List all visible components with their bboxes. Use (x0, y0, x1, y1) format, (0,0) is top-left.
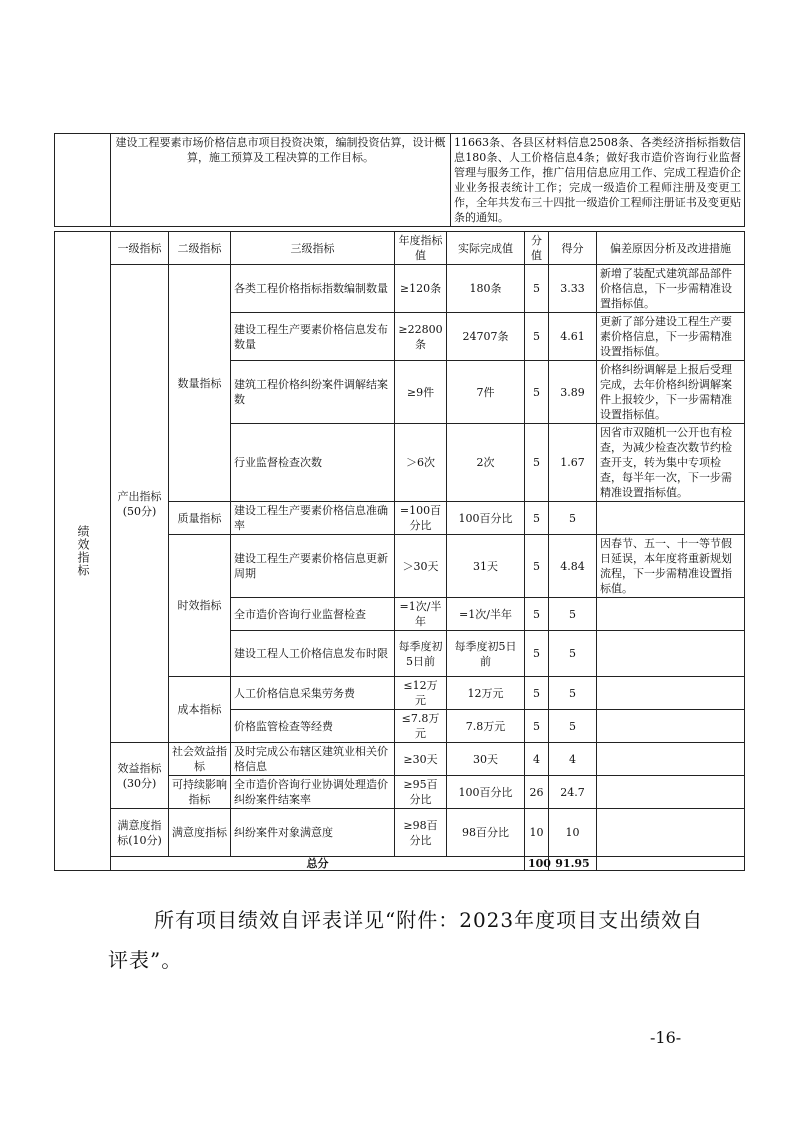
header-level3: 三级指标 (231, 232, 395, 265)
score-value: 5 (525, 361, 549, 424)
score-value: 10 (525, 809, 549, 857)
indicator-name: 建设工程人工价格信息发布时限 (231, 631, 395, 677)
analysis (597, 677, 745, 710)
annual-value: ≥98百分比 (395, 809, 447, 857)
score: 4.61 (549, 313, 597, 361)
analysis (597, 631, 745, 677)
indicator-name: 纠纷案件对象满意度 (231, 809, 395, 857)
score: 4 (549, 743, 597, 776)
score-value: 5 (525, 502, 549, 535)
group-satisfaction-sub: 满意度指标 (169, 809, 231, 857)
section-label-cell (55, 232, 111, 871)
analysis: 更新了部分建设工程生产要素价格信息，下一步需精准设置指标值。 (597, 313, 745, 361)
actual-value: 7.8万元 (447, 710, 525, 743)
indicator-name: 建筑工程价格纠纷案件调解结案数 (231, 361, 395, 424)
annual-value: ≥30天 (395, 743, 447, 776)
annual-value: 每季度初5日前 (395, 631, 447, 677)
annual-value: ≥95百分比 (395, 776, 447, 809)
score: 3.89 (549, 361, 597, 424)
group-benefit: 效益指标(30分) (111, 743, 169, 809)
body-paragraph (108, 900, 718, 980)
header-annual: 年度指标值 (395, 232, 447, 265)
table-header-row (55, 232, 745, 265)
actual-value: 12万元 (447, 677, 525, 710)
indicator-name: 建设工程生产要素价格信息准确率 (231, 502, 395, 535)
header-score: 得分 (549, 232, 597, 265)
section-label: 绩效指标 (76, 525, 90, 577)
analysis: 新增了装配式建筑部品部件价格信息，下一步需精准设置指标值。 (597, 265, 745, 313)
group-satisfaction: 满意度指标(10分) (111, 809, 169, 857)
header-actual: 实际完成值 (447, 232, 525, 265)
score: 4.84 (549, 535, 597, 598)
score-value: 5 (525, 535, 549, 598)
table-row (55, 743, 745, 776)
indicator-name: 全市造价咨询行业协调处理造价纠纷案件结案率 (231, 776, 395, 809)
annual-value: =1次/半年 (395, 598, 447, 631)
score-value: 5 (525, 424, 549, 502)
target-row (55, 134, 745, 227)
actual-value: 180条 (447, 265, 525, 313)
score: 5 (549, 631, 597, 677)
score: 5 (549, 502, 597, 535)
score-value: 26 (525, 776, 549, 809)
indicator-name: 建设工程生产要素价格信息发布数量 (231, 313, 395, 361)
annual-value: =100百分比 (395, 502, 447, 535)
score-value: 5 (525, 710, 549, 743)
score: 3.33 (549, 265, 597, 313)
analysis (597, 598, 745, 631)
table-row (55, 809, 745, 857)
total-label: 总分 (111, 857, 525, 871)
score: 5 (549, 710, 597, 743)
performance-indicator-table (54, 231, 745, 871)
score-value: 4 (525, 743, 549, 776)
body-line-1: 所有项目绩效自评表详见“附件：2023年度项目支出绩效自 (154, 908, 704, 932)
annual-value: ＞6次 (395, 424, 447, 502)
actual-value: 7件 (447, 361, 525, 424)
score: 24.7 (549, 776, 597, 809)
actual-value: 每季度初5日前 (447, 631, 525, 677)
score-value: 5 (525, 631, 549, 677)
actual-value: 100百分比 (447, 502, 525, 535)
analysis (597, 776, 745, 809)
indicator-name: 各类工程价格指标指数编制数量 (231, 265, 395, 313)
analysis (597, 502, 745, 535)
actual-value: 30天 (447, 743, 525, 776)
score: 5 (549, 598, 597, 631)
analysis: 价格纠纷调解是上报后受理完成，去年价格纠纷调解案件上报较少，下一步需精准设置指标值。 (597, 361, 745, 424)
total-score: 91.95 (549, 857, 597, 871)
page-number: -16- (650, 1028, 682, 1047)
analysis (597, 710, 745, 743)
annual-value: ≥120条 (395, 265, 447, 313)
actual-value: 2次 (447, 424, 525, 502)
indicator-name: 价格监管检查等经费 (231, 710, 395, 743)
analysis: 因省市双随机一公开也有检查，为减少检查次数节约检查开支，转为集中专项检查，每半年一次，下一步需精准设置指标值。 (597, 424, 745, 502)
total-empty (597, 857, 745, 871)
group-social: 社会效益指标 (169, 743, 231, 776)
header-level2: 二级指标 (169, 232, 231, 265)
group-timeliness: 时效指标 (169, 535, 231, 677)
group-quality: 质量指标 (169, 502, 231, 535)
group-cost: 成本指标 (169, 677, 231, 743)
score-value: 5 (525, 313, 549, 361)
completion-cell: 11663条、各县区材料信息2508条、各类经济指标指数信息180条、人工价格信息4条；做好我市造价咨询行业监督管理与服务工作，推广信用信息应用工作、完成工程造价企业业务报表统计工作；完成一级造价工程师注册及变更工作，全年共发布三十四批一级造价工程师注册证书及变更贴条的通知。 (451, 134, 745, 227)
indicator-name: 人工价格信息采集劳务费 (231, 677, 395, 710)
indicator-name: 行业监督检查次数 (231, 424, 395, 502)
project-target-table (54, 133, 745, 227)
indicator-name: 及时完成公布辖区建筑业相关价格信息 (231, 743, 395, 776)
score: 10 (549, 809, 597, 857)
score: 5 (549, 677, 597, 710)
actual-value: =1次/半年 (447, 598, 525, 631)
score-value: 5 (525, 265, 549, 313)
actual-value: 31天 (447, 535, 525, 598)
annual-value: ≥22800条 (395, 313, 447, 361)
score: 1.67 (549, 424, 597, 502)
annual-value: ＞30天 (395, 535, 447, 598)
analysis (597, 743, 745, 776)
group-output: 产出指标(50分) (111, 265, 169, 743)
annual-value: ≥9件 (395, 361, 447, 424)
annual-value: ≤12万元 (395, 677, 447, 710)
total-row (55, 857, 745, 871)
score-value: 5 (525, 677, 549, 710)
header-level1: 一级指标 (111, 232, 169, 265)
actual-value: 24707条 (447, 313, 525, 361)
body-line-2: 评表”。 (108, 948, 183, 972)
indicator-name: 全市造价咨询行业监督检查 (231, 598, 395, 631)
annual-value: ≤7.8万元 (395, 710, 447, 743)
indicator-name: 建设工程生产要素价格信息更新周期 (231, 535, 395, 598)
analysis: 因春节、五一、十一等节假日延误，本年度将重新规划流程，下一步需精准设置指标值。 (597, 535, 745, 598)
empty-cell (55, 134, 111, 227)
total-value: 100 (525, 857, 549, 871)
actual-value: 100百分比 (447, 776, 525, 809)
header-analysis: 偏差原因分析及改进措施 (597, 232, 745, 265)
score-value: 5 (525, 598, 549, 631)
actual-value: 98百分比 (447, 809, 525, 857)
group-quantity: 数量指标 (169, 265, 231, 502)
annual-target-cell: 建设工程要素市场价格信息市项目投资决策，编制投资估算，设计概算，施工预算及工程决算的工作目标。 (111, 134, 451, 227)
header-score-value: 分值 (525, 232, 549, 265)
table-row (55, 265, 745, 313)
group-sustainable: 可持续影响指标 (169, 776, 231, 809)
analysis (597, 809, 745, 857)
